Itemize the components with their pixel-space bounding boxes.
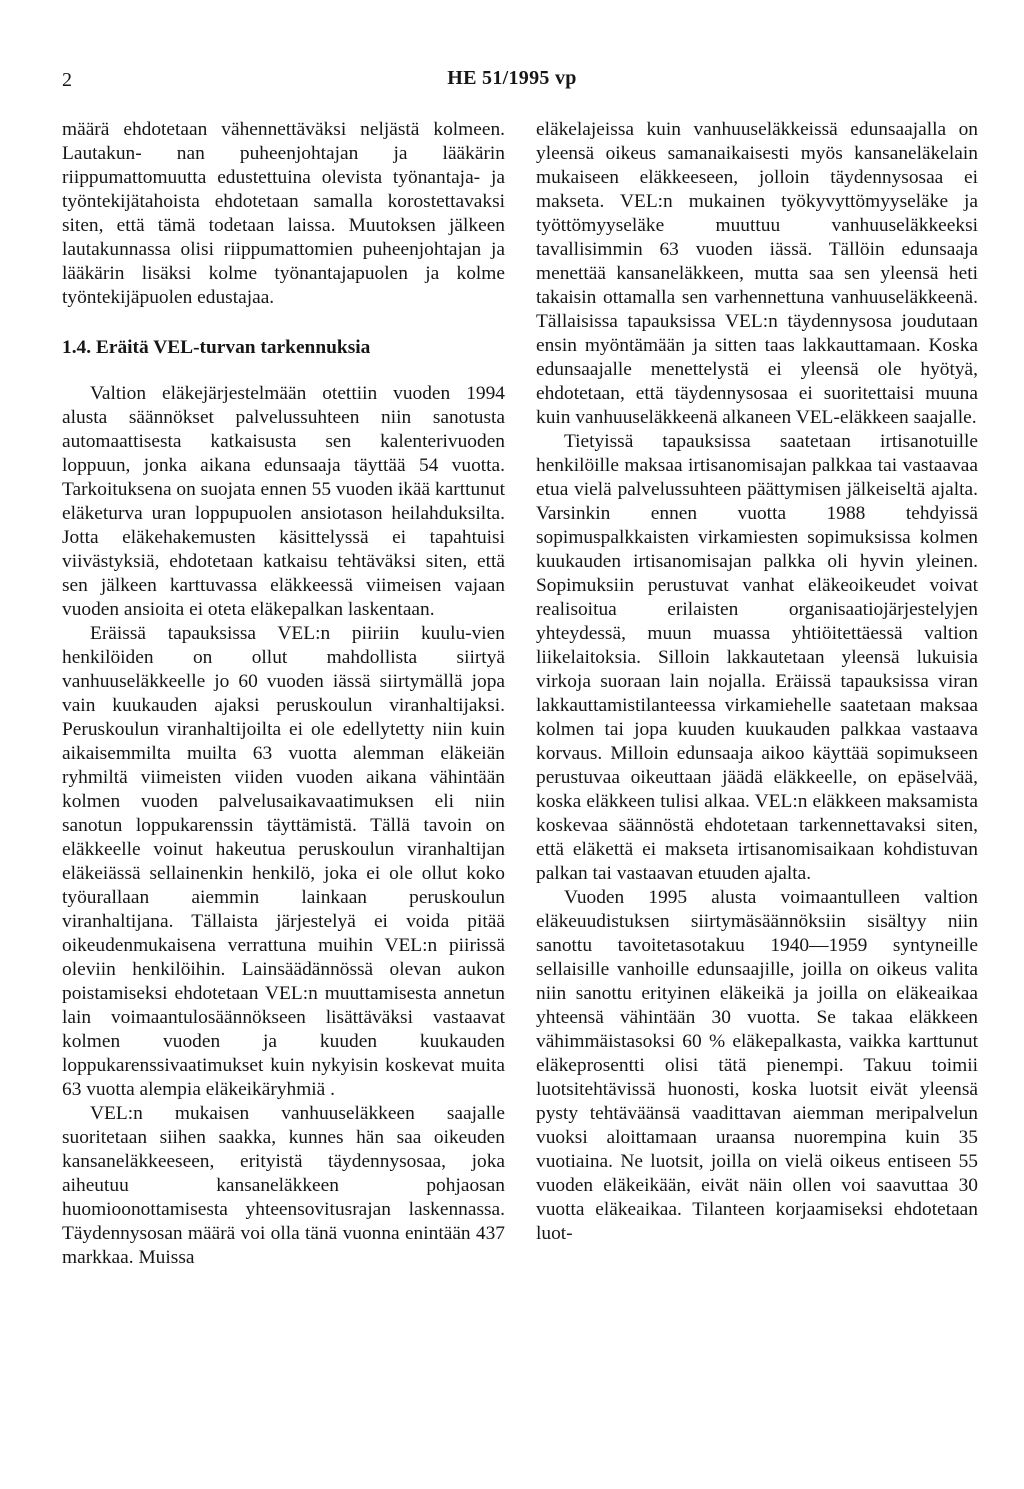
- page-number: 2: [62, 69, 72, 91]
- paragraph-lautakunta: määrä ehdotetaan vähennettäväksi neljästä kolmeen. Lautakun- nan puheenjohtajan ja lääkärin riippumattomuutta edustettuina olevista työnantaja- ja työntekijätahoista ehdotetaan samalla korostettavaksi siten, että tämä todetaan laissa. Muutoksen jälkeen lautakunnassa olisi riippumattomien puheenjohtajan ja lääkärin lisäksi kolme työnantajapuolen ja kolme työntekijäpuolen edustajaa.: [62, 119, 505, 308]
- paragraph-tavoitetasotakuu: Vuoden 1995 alusta voimaantulleen valtion eläkeuudistuksen siirtymäsäännöksiin sisältyy niin sanottu tavoitetasotakuu 1940—1959 syntyneille sellaisille vanhoille edunsaajille, joilla on oikeus valita niin sanottu erityinen eläkeikä ja joilla on eläkeaikaa yhteensä vähintään 30 vuotta. Se takaa eläkkeen vähimmäistasoksi 60 % eläkepalkasta, vaikka karttunut eläkeprosentti olisi tätä pienempi. Takuu toimii luotsitehtävissä huonosti, koska luotsit eivät yleensä pysty tehtäväänsä vaadittavan aiemman meripalvelun vuoksi aloittamaan uraansa nuorempina kuin 35 vuotiaina. Ne luotsit, joilla on vielä oikeus entiseen 55 vuoden eläkeikään, eivät näin ollen voi saavuttaa 30 vuotta eläkeaikaa. Tilanteen korjaamiseksi ehdotetaan luot-: [536, 887, 978, 1244]
- left-column: [62, 118, 505, 1270]
- paragraph-katkaisu: Valtion eläkejärjestelmään otettiin vuoden 1994 alusta säännökset palvelussuhteen niin sanotusta automaattisesta katkaisusta sen kalenterivuoden loppuun, jonka aikana edunsaaja täyttää 54 vuotta. Tarkoituksena on suojata ennen 55 vuoden ikää karttunut eläketurva uran loppupuolen ansiotason heilahduksilta. Jotta eläkehakemusten käsittelyssä ei tapahtuisi viivästyksiä, ehdotetaan katkaisu tehtäväksi siten, että sen jälkeen karttuvassa eläkkeessä viimeisen vajaan vuoden ansioita ei oteta eläkepalkan laskentaan.: [62, 383, 505, 620]
- paragraph-peruskoulu: Eräissä tapauksissa VEL:n piiriin kuulu-vien henkilöiden on ollut mahdollista siirtyä vanhuuseläkkeelle jo 60 vuoden iässä siirtymällä jopa vain kuukauden ajaksi peruskoulun viranhaltijaksi. Peruskoulun viranhaltijoilta ei ole edellytetty niin kuin aikaisemmilta muilta 63 vuotta alemman eläkeiän ryhmiltä viimeisten viiden vuoden aikana vähintään kolmen vuoden palvelusaikavaatimuksen eli niin sanotun loppukarenssin täyttämistä. Tällä tavoin on eläkkeelle voinut hakeutua peruskoulun viranhaltijan eläkeiässä sellainenkin henkilö, joka ei ole ollut koko työurallaan aiemmin lainkaan peruskoulun viranhaltijana. Tällaista järjestelyä ei voida pitää oikeudenmukaisena verrattuna muihin VEL:n piirissä oleviin henkilöihin. Lainsäädännössä olevan aukon poistamiseksi ehdotetaan VEL:n muuttamisesta annetun lain voimaantulosäännökseen lisättäväksi vastaavat kolmen vuoden ja kuuden kuukauden loppukarenssivaatimukset kuin nykyisin koskevat muita 63 vuotta alempia eläkeikäryhmiä .: [62, 623, 505, 1100]
- paragraph-irtisanominen: Tietyissä tapauksissa saatetaan irtisanotuille henkilöille maksaa irtisanomisajan palkkaa tai vastaavaa etua vielä palvelussuhteen päättymisen jälkeiseltä ajalta. Varsinkin ennen vuotta 1988 tehdyissä sopimuspalkkaisten virkamiesten sopimuksissa kolmen kuukauden irtisanomisajan palkka oli hyvin yleinen. Sopimuksiin perustuvat vanhat eläkeoikeudet voivat realisoitua erilaisten organisaatiojärjestelyjen yhteydessä, muun muassa yhtiöitettäessä valtion liikelaitoksia. Silloin lakkautetaan yleensä lukuisia virkoja suoraan lain nojalla. Eräissä tapauksissa viran lakkauttamistilanteessa virkamiehelle saatetaan maksaa kolmen tai jopa kuuden kuukauden palkkaa vastaava korvaus. Milloin edunsaaja aikoo käyttää sopimukseen perustuvaa oikeuttaan jäädä eläkkeelle, on epäselvää, koska eläkkeen tulisi alkaa. VEL:n eläkkeen maksamista koskevaa säännöstä ehdotetaan tarkennettavaksi siten, että eläkettä ei makseta irtisanomisaikaan kohdistuvan palkan tai vastaavan etuuden ajalta.: [536, 431, 978, 884]
- paragraph-taydennysosa: VEL:n mukaisen vanhuuseläkkeen saajalle suoritetaan siihen saakka, kunnes hän saa oikeuden kansaneläkkeeseen, erityistä täydennysosaa, joka aiheutuu kansaneläkkeen pohjaosan huomioonottamisesta yhteensovitusrajan laskennassa. Täydennysosan määrä voi olla tänä vuonna enintään 437 markkaa. Muissa: [62, 1103, 505, 1268]
- running-head: HE 51/1995 vp: [447, 67, 577, 89]
- section-heading: 1.4. Eräitä VEL-turvan tarkennuksia: [62, 337, 371, 358]
- right-column: [536, 118, 978, 1246]
- paragraph-elakelajit: eläkelajeissa kuin vanhuuseläkkeissä edunsaajalla on yleensä oikeus samanaikaisesti myös kansaneläkelain mukaiseen eläkkeeseen, jolloin täydennysosaa ei makseta. VEL:n mukainen työkyvyttömyyseläke ja työttömyyseläke muuttuu vanhuuseläkkeeksi tavallisimmin 63 vuoden iässä. Tällöin edunsaaja menettää kansaneläkkeen, mutta saa sen yleensä heti takaisin ottamalla sen varhennettuna vanhuuseläkkeenä. Tällaisissa tapauksissa VEL:n täydennysosa joudutaan ensin myöntämään ja sitten taas lakkauttamaan. Koska edunsaajalle menettelystä ei yleensä ole hyötyä, ehdotetaan, että täydennysosaa ei suoritettaisi muuna kuin vanhuuseläkkeenä alkaneen VEL-eläkkeen saajalle.: [536, 119, 978, 428]
